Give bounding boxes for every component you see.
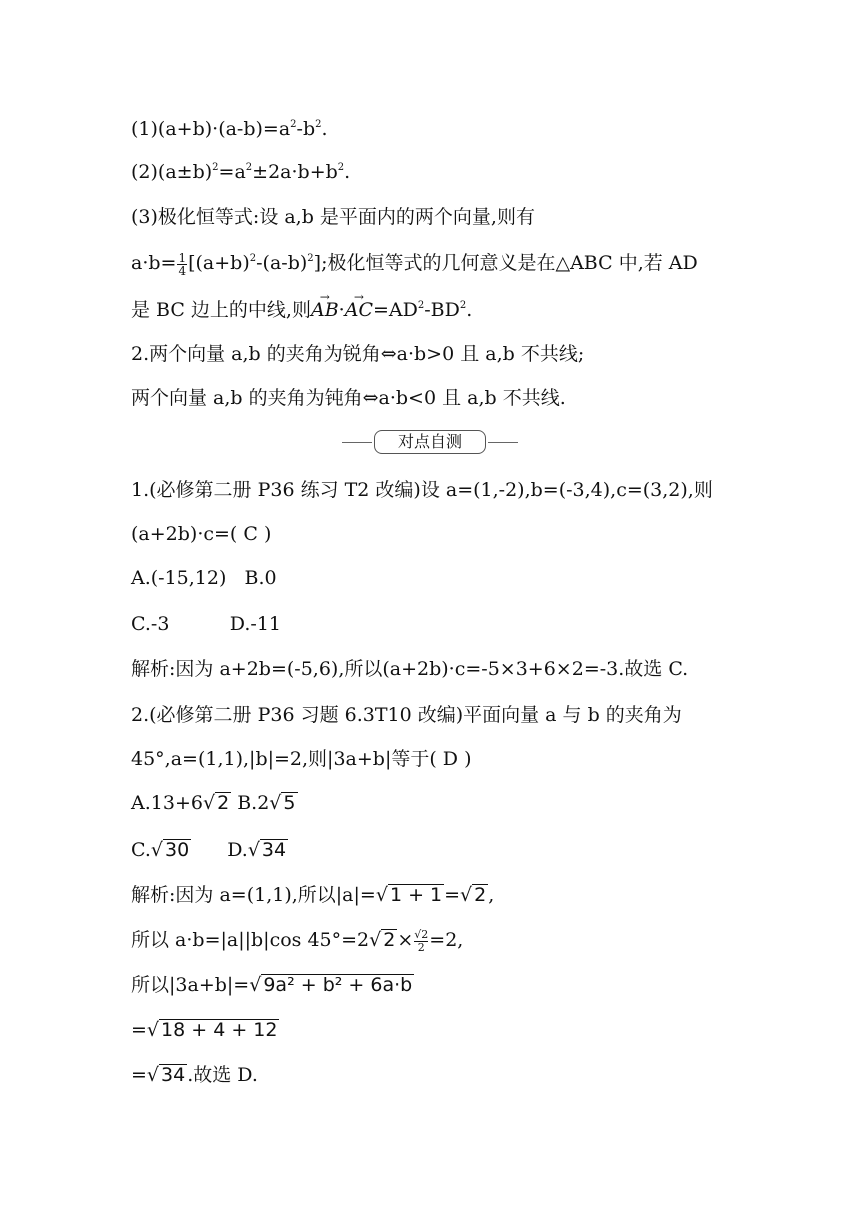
- vector-ac: → AC: [345, 298, 373, 322]
- q1-stem-line-2: (a+2b)·c=( C ): [131, 523, 272, 545]
- formula-line-1: $(1)(a+b)\cdot(a-b)=a^2-b^2$.: [131, 118, 328, 140]
- q1-stem-line-1: 1.(必修第二册 P36 练习 T2 改编)设 a=(1,-2),b=(-3,4),c=(3,2),则: [131, 479, 713, 501]
- sqrt: √ 2: [202, 792, 230, 814]
- formula-line-3: (3)极化恒等式:设 a,b 是平面内的两个向量,则有: [131, 206, 535, 228]
- banner-left-rule: [342, 442, 372, 443]
- q2-analysis-line-3: 所以|3a+b|=√ 9a² + b² + 6a·b: [131, 974, 413, 996]
- formula-line-7: 两个向量 a,b 的夹角为钝角⇔a·b<0 且 a,b 不共线.: [131, 387, 566, 409]
- q2-options-ab: A.13+6√ 2 B.2√ 5: [131, 792, 296, 814]
- q2-stem-line-2: 45°,a=(1,1),|b|=2,则|3a+b|等于( D ): [131, 748, 472, 770]
- sqrt: √ 5: [269, 792, 296, 814]
- q1-options-cd: C.-3 D.-11: [131, 613, 281, 635]
- formula-line-5: 是 BC 边上的中线,则→ $AB\cdot\to AC=AD^2-BD^2$.: [131, 298, 472, 322]
- sqrt: √ 18 + 4 + 12: [146, 1019, 278, 1041]
- q2-analysis-line-5: =√ 34 .故选 D.: [131, 1064, 258, 1086]
- fraction: $\frac{1}{4}$: [178, 250, 187, 278]
- sqrt: √ 9a² + b² + 6a·b: [249, 974, 413, 996]
- vector-ab: → AB: [311, 298, 339, 322]
- sqrt: √ 34: [247, 839, 287, 861]
- q2-analysis-line-4: =√ 18 + 4 + 12: [131, 1019, 278, 1041]
- q1-analysis: 解析:因为 a+2b=(-5,6),所以(a+2b)·c=-5×3+6×2=-3.故选 C.: [131, 658, 689, 680]
- sqrt: √ 34: [146, 1064, 186, 1086]
- fraction: $\frac{√2}{2}$: [414, 927, 429, 954]
- q1-options-ab: A.(-15,12) B.0: [131, 567, 277, 589]
- banner-right-rule: [488, 442, 518, 443]
- q2-analysis-line-2: 所以 a·b=|a||b|cos 45°=2√ 2 × $\frac{√2}{2}$ =2,: [131, 927, 464, 954]
- formula-line-4: a·b= $\frac{1}{4}$ $[(a+b)^2-(a-b)^2]$;极化恒等式的几何意义是在△ABC 中,若 AD: [131, 250, 698, 278]
- sqrt: √ 1 + 1: [375, 884, 443, 906]
- q2-analysis-line-1: 解析:因为 a=(1,1),所以|a|=√ 1 + 1 =√ 2 ,: [131, 884, 495, 906]
- formula-line-2: $(2)(a\pm b)^2=a^2\pm 2a\cdot b+b^2$.: [131, 161, 351, 183]
- section-banner: [342, 428, 518, 456]
- q2-stem-line-1: 2.(必修第二册 P36 习题 6.3T10 改编)平面向量 a 与 b 的夹角为: [131, 704, 682, 726]
- sqrt: √ 2: [369, 929, 396, 951]
- formula-line-6: 2.两个向量 a,b 的夹角为锐角⇔a·b>0 且 a,b 不共线;: [131, 343, 585, 365]
- sqrt: √ 30: [150, 839, 190, 861]
- banner-title: 对点自测: [374, 430, 486, 454]
- sqrt: √ 2: [460, 884, 487, 906]
- q2-options-cd: C.√ 30 D.√ 34: [131, 839, 287, 861]
